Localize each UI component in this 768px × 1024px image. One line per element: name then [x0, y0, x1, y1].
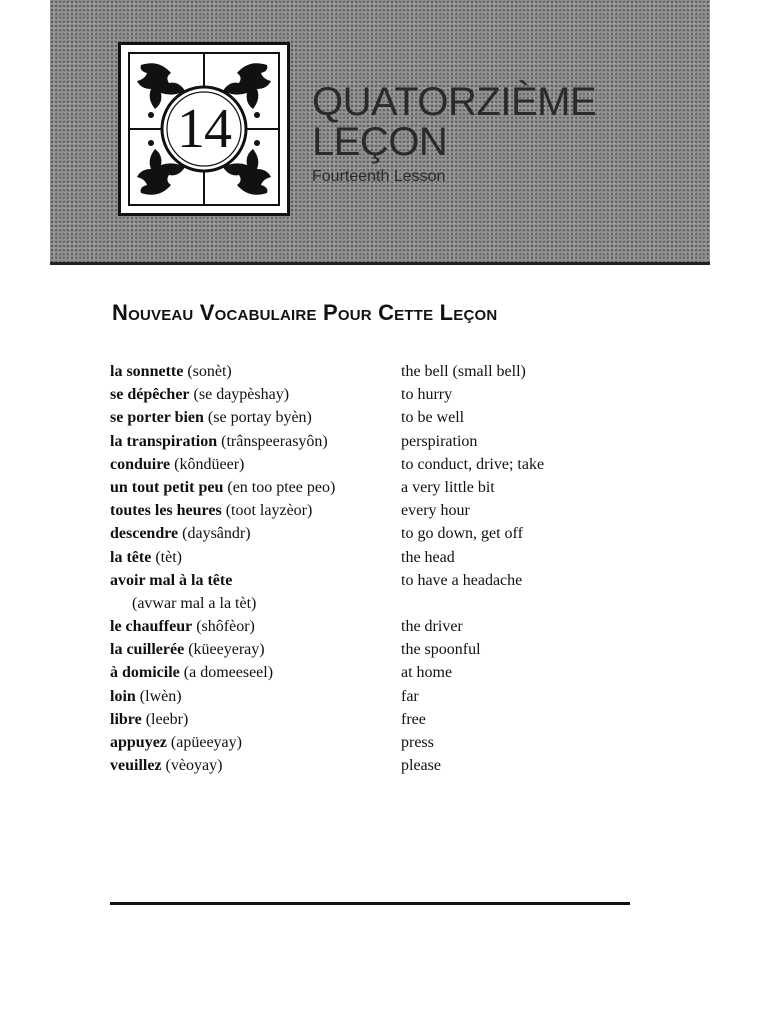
vocab-meaning: the spoonful: [401, 641, 481, 659]
bottom-rule: [110, 902, 630, 905]
vocab-meaning: to hurry: [401, 386, 453, 404]
vocab-pronunciation: (toot layzèor): [221, 502, 313, 520]
vocab-row: [110, 476, 630, 499]
vocab-meaning: free: [401, 710, 426, 728]
vocab-french: [110, 685, 182, 708]
vocab-pronunciation: (daysândr): [178, 525, 251, 543]
vocab-pronunciation: (shôfèor): [192, 618, 255, 636]
vocab-pronunciation: (trânspeerasyôn): [217, 432, 328, 450]
vocab-meaning: the head: [401, 548, 455, 566]
vocab-term: la tête: [110, 548, 152, 566]
vocab-meaning: a very little bit: [401, 478, 495, 496]
vocab-row: [110, 453, 630, 476]
vocab-french: [110, 430, 328, 453]
vocab-pronunciation: (kôndüeer): [170, 455, 245, 473]
vocab-meaning: to have a headache: [401, 571, 523, 589]
vocab-row: [110, 499, 630, 522]
vocab-pronunciation: (en too ptee peo): [223, 478, 336, 496]
vocab-french: [110, 638, 265, 661]
vocab-row: [110, 592, 630, 615]
vocab-term: se dépêcher: [110, 386, 190, 404]
vocab-meaning: far: [401, 687, 419, 705]
vocab-term: avoir mal à la tête: [110, 571, 233, 589]
chapter-title-line2: LEÇON: [312, 120, 448, 164]
vocab-meaning: at home: [401, 664, 453, 682]
vocab-french: [110, 708, 188, 731]
vocab-french: [110, 661, 273, 684]
vocab-row: [110, 731, 630, 754]
vocab-term: conduire: [110, 455, 171, 473]
vocab-french: [110, 406, 312, 429]
vocab-term: descendre: [110, 525, 179, 543]
vocab-row: [110, 661, 630, 684]
vocab-french: [110, 522, 251, 545]
vocab-pronunciation: (küeeyeray): [184, 641, 265, 659]
page-left-margin: [0, 0, 50, 1024]
vocab-term: loin: [110, 687, 136, 705]
vocab-pronunciation: (a domeeseel): [179, 664, 274, 682]
vocab-row: [110, 430, 630, 453]
vocab-french: [110, 383, 289, 406]
vocab-term: le chauffeur: [110, 618, 193, 636]
vocab-row: [110, 383, 630, 406]
vocab-pronunciation: (se daypèshay): [189, 386, 290, 404]
vocab-row: [110, 638, 630, 661]
vocab-meaning: the bell (small bell): [401, 363, 526, 380]
vocab-term: un tout petit peu: [110, 478, 224, 496]
vocab-term: libre: [110, 710, 142, 728]
vocab-french: [110, 499, 312, 522]
vocab-french: [110, 476, 335, 499]
vocab-french: [110, 615, 255, 638]
vocab-term: toutes les heures: [110, 502, 222, 520]
vocab-meaning: the driver: [401, 618, 463, 636]
vocab-term: la transpiration: [110, 432, 218, 450]
vocab-row: [110, 754, 630, 777]
vocab-pronunciation: (leebr): [141, 710, 189, 728]
vocab-term: veuillez: [110, 757, 162, 775]
vocab-meaning: press: [401, 734, 434, 751]
vocab-row: [110, 569, 630, 592]
section-title: Nouveau Vocabulaire Pour Cette Leçon: [112, 300, 498, 325]
vocab-term: se porter bien: [110, 409, 204, 427]
vocab-row: [110, 546, 630, 569]
vocab-pronunciation: (vèoyay): [161, 757, 223, 775]
chapter-subtitle: Fourteenth Lesson: [312, 168, 446, 185]
vocab-row: [110, 522, 630, 545]
vocab-french: [132, 592, 256, 615]
vocab-term: à domicile: [110, 664, 180, 682]
vocab-row: [110, 615, 630, 638]
vocab-pronunciation: (apüeeyay): [166, 734, 242, 751]
vocab-pronunciation: (avwar mal a la tèt): [132, 594, 257, 612]
vocab-meaning: every hour: [401, 502, 470, 520]
vocab-french: [110, 754, 222, 777]
vocab-pronunciation: (se portay byèn): [203, 409, 312, 427]
vocab-term: la sonnette: [110, 363, 184, 380]
vocab-pronunciation: (lwèn): [135, 687, 182, 705]
lesson-number: 14: [177, 98, 231, 160]
vocab-meaning: to conduct, drive; take: [401, 455, 545, 473]
vocab-row: [110, 708, 630, 731]
vocabulary-list: [110, 360, 630, 777]
vocab-french: [110, 546, 182, 569]
lesson-emblem: [118, 42, 290, 216]
vocab-french: [110, 731, 242, 754]
vocab-french: [110, 569, 232, 592]
chapter-title-block: [312, 82, 596, 186]
vocab-meaning: please: [401, 757, 441, 775]
vocab-meaning: to be well: [401, 409, 465, 427]
vocab-meaning: to go down, get off: [401, 525, 523, 543]
vocab-meaning: perspiration: [401, 432, 478, 450]
vocab-pronunciation: (sonèt): [183, 363, 232, 380]
vocab-term: appuyez: [110, 734, 167, 751]
vocab-french: [110, 360, 232, 383]
vocab-french: [110, 453, 244, 476]
vocab-row: [110, 360, 630, 383]
chapter-title-line1: QUATORZIÈME: [312, 80, 597, 124]
vocab-term: la cuillerée: [110, 641, 185, 659]
vocab-row: [110, 685, 630, 708]
vocab-pronunciation: (tèt): [151, 548, 182, 566]
vocab-row: [110, 406, 630, 429]
